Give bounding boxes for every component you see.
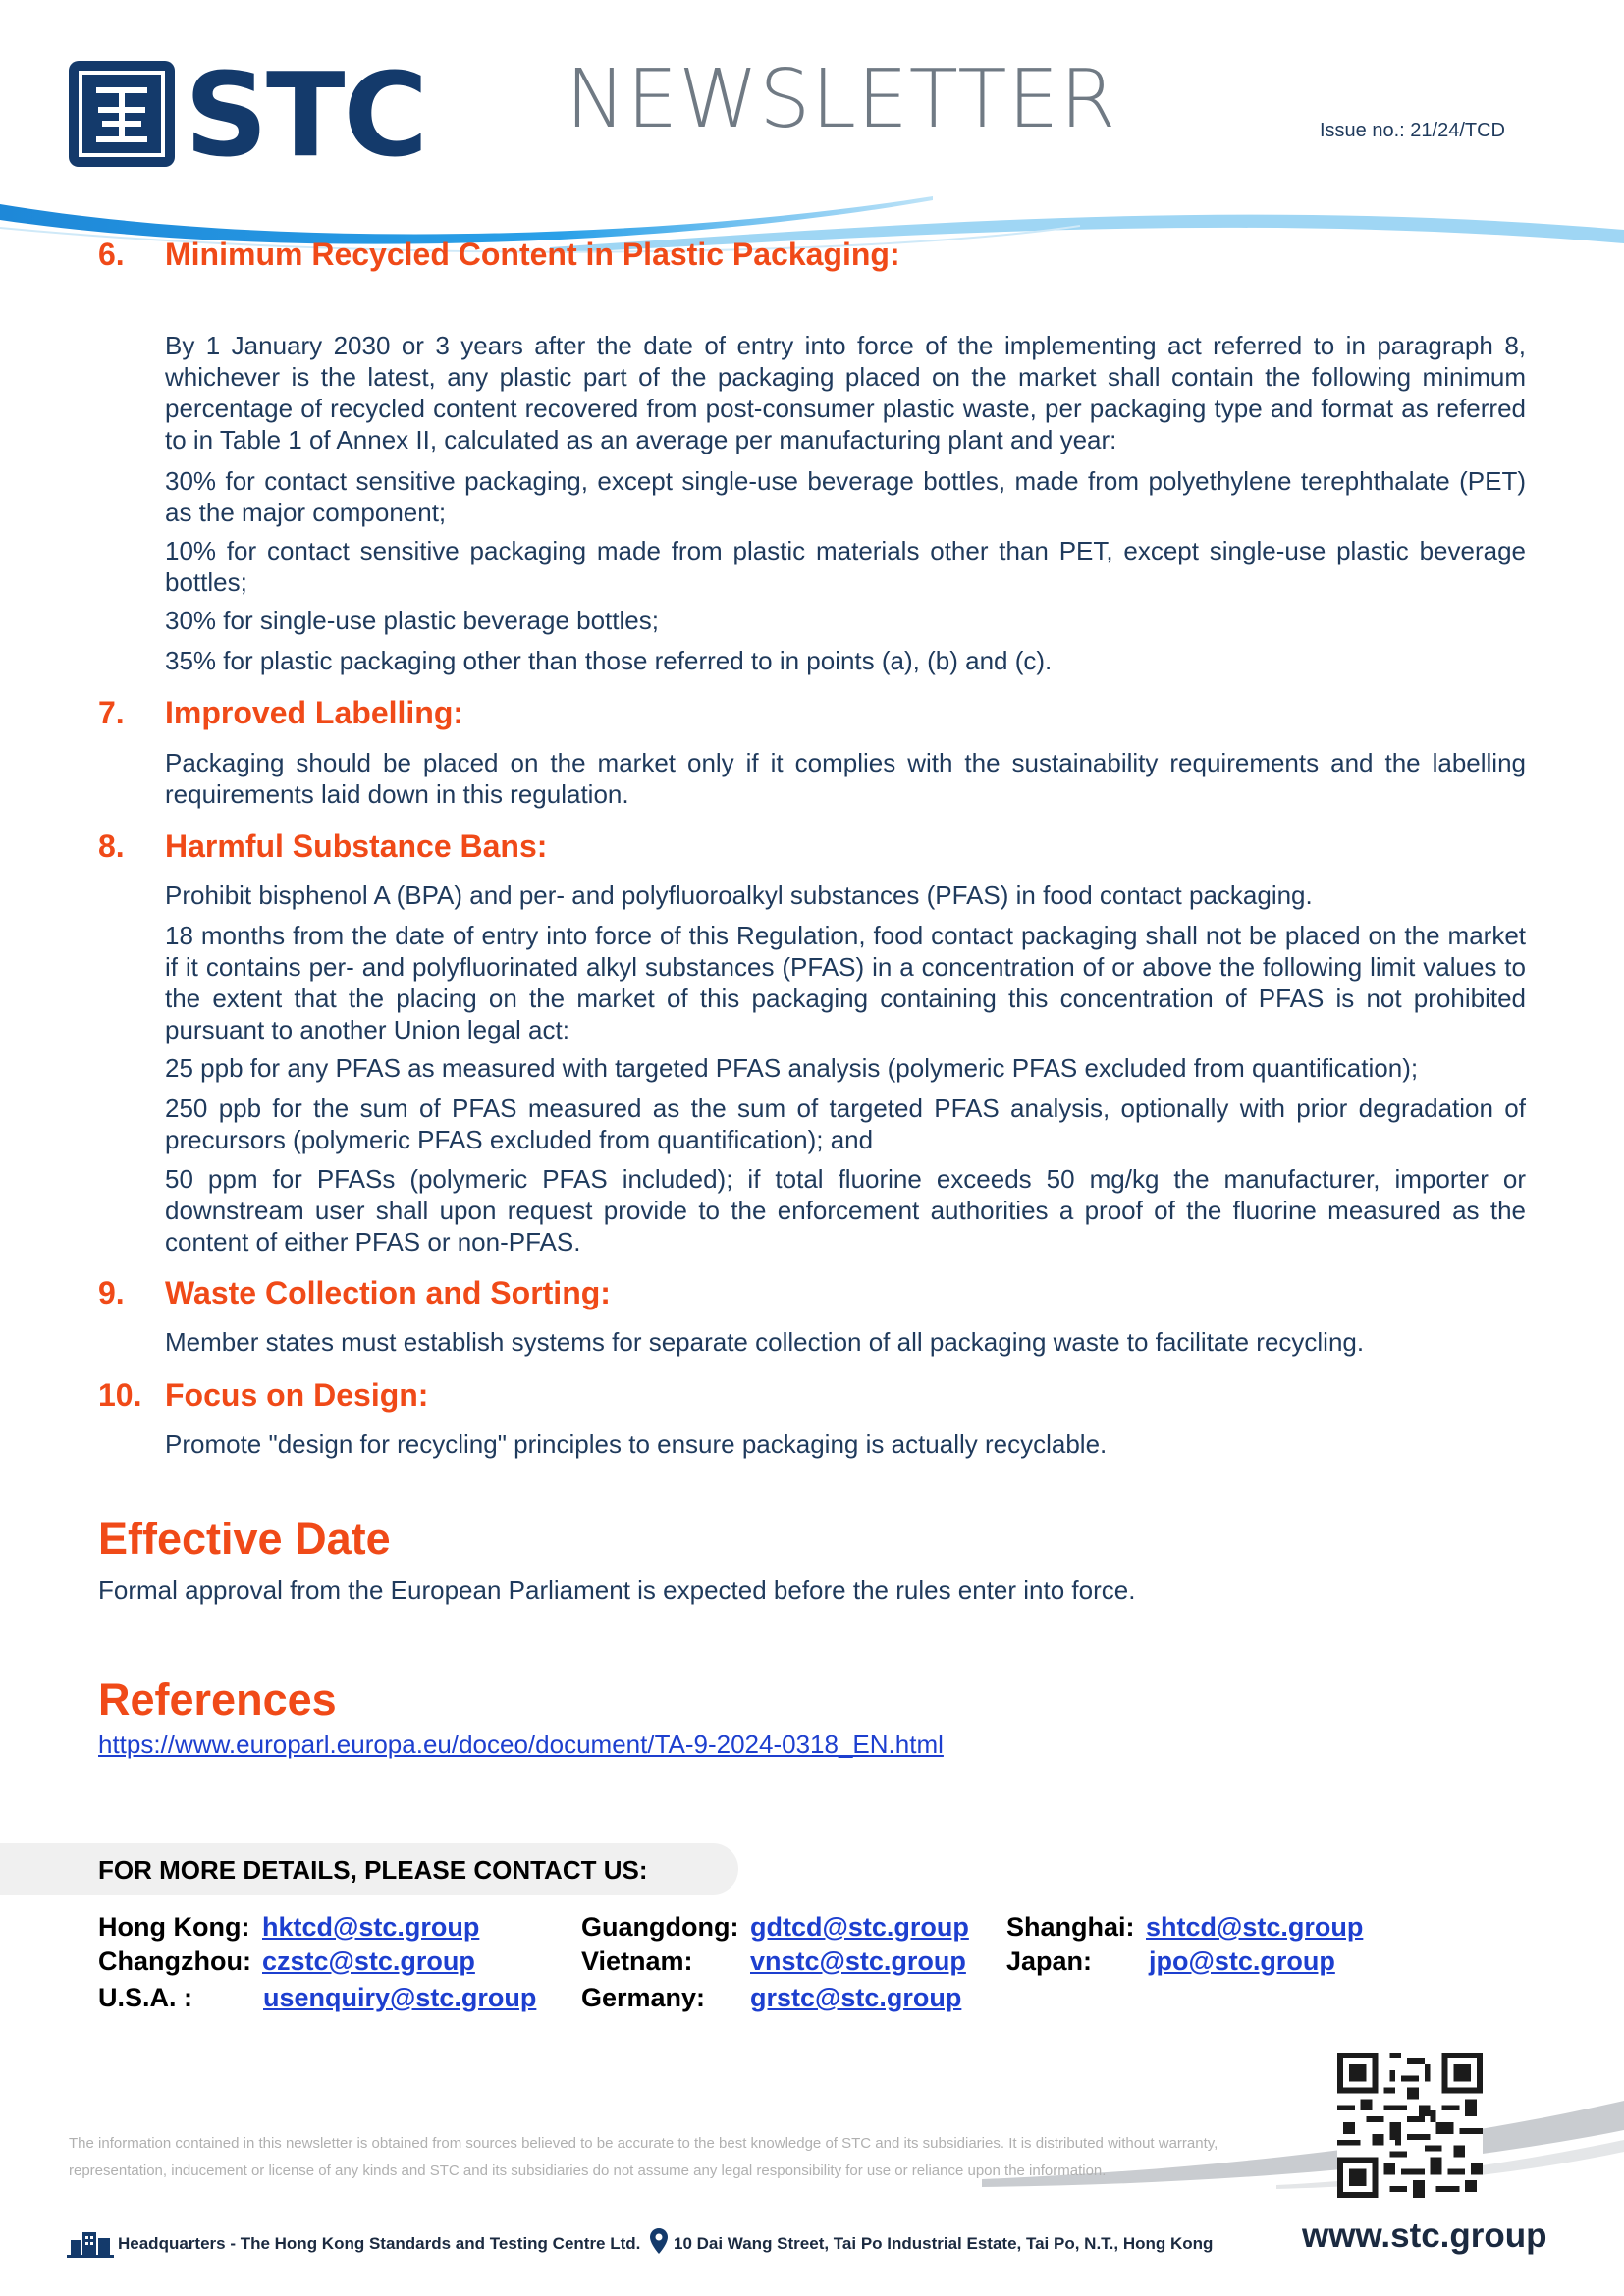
contact-label: Guangdong: [581,1912,739,1942]
headquarters-text: Headquarters - The Hong Kong Standards and Testing Centre Ltd. [118,2234,641,2253]
website-link[interactable]: www.stc.group [1302,2216,1547,2255]
contact-title: FOR MORE DETAILS, PLEASE CONTACT US: [98,1855,648,1885]
section-title: Waste Collection and Sorting: [165,1275,611,1310]
paragraph: 250 ppb for the sum of PFAS measured as the sum of targeted PFAS analysis, optionally with prior degradation of precursors (polymeric PFAS excluded from quantification); and [165,1094,1526,1154]
paragraph: Member states must establish systems for separate collection of all packaging waste to facilitate recycling. [165,1327,1365,1357]
contact-label: Germany: [581,1983,706,2012]
issue-number: Issue no.: 21/24/TCD [1320,120,1505,141]
building-icon [67,2228,114,2258]
paragraph: 35% for plastic packaging other than those referred to in points (a), (b) and (c). [165,646,1053,675]
stc-logo-icon [69,61,175,167]
contact-label: U.S.A. : [98,1983,193,2012]
contact-email[interactable]: usenquiry@stc.group [263,1983,537,2012]
qr-code-icon [1337,2052,1483,2199]
contact-email[interactable]: czstc@stc.group [262,1947,475,1976]
section-number: 9. [98,1275,125,1310]
section-heading [98,236,900,273]
brand-name: STC [185,47,427,183]
section-title: Focus on Design: [165,1377,429,1413]
paragraph: 25 ppb for any PFAS as measured with targeted PFAS analysis (polymeric PFAS excluded from quantification); [165,1053,1419,1083]
newsletter-title: NEWSLETTER [566,53,1117,146]
paragraph: 10% for contact sensitive packaging made from plastic materials other than PET, except single-use plastic beverage bottles; [165,536,1526,597]
section-number: 8. [98,828,125,864]
section-heading [98,828,547,865]
contact-email[interactable]: grstc@stc.group [750,1983,962,2012]
paragraph: 30% for contact sensitive packaging, except single-use beverage bottles, made from polyethylene terephthalate (PET) as the major component; [165,466,1526,527]
paragraph: 30% for single-use plastic beverage bottles; [165,606,659,635]
contact-label: Vietnam: [581,1947,693,1976]
section-title: Improved Labelling: [165,695,464,730]
section-heading [98,694,463,731]
contact-label: Japan: [1006,1947,1093,1976]
paragraph: Packaging should be placed on the market only if it complies with the sustainability requirements and the labelling requirements laid down in this regulation. [165,748,1526,809]
section-number: 7. [98,695,125,730]
paragraph: 18 months from the date of entry into force of this Regulation, food contact packaging shall not be placed on the market if it contains per- and polyfluorinated alkyl substances (PFAS) in a concentration of or above the following limit values to the extent that the placing on the market of this packaging containing this concentration of PFAS is not prohibited pursuant to another Union legal act: [165,921,1526,1044]
contact-email[interactable]: gdtcd@stc.group [750,1912,969,1942]
references-heading: References [98,1675,337,1725]
address-text: 10 Dai Wang Street, Tai Po Industrial Estate, Tai Po, N.T., Hong Kong [674,2234,1214,2253]
contact-label: Changzhou: [98,1947,251,1976]
effective-date-text: Formal approval from the European Parliament is expected before the rules enter into force. [98,1575,1136,1605]
section-number: 6. [98,237,125,272]
contact-label: Shanghai: [1006,1912,1135,1942]
paragraph: Prohibit bisphenol A (BPA) and per- and polyfluoroalkyl substances (PFAS) in food contact packaging. [165,881,1313,910]
section-heading [98,1376,428,1414]
paragraph: 50 ppm for PFASs (polymeric PFAS included); if total fluorine exceeds 50 mg/kg the manufacturer, importer or downstream user shall upon request provide to the enforcement authorities a proof of the fluorine measured as the content of either PFAS or non-PFAS. [165,1164,1526,1256]
paragraph: Promote "design for recycling" principles to ensure packaging is actually recyclable. [165,1429,1108,1459]
stc-logo [69,47,461,183]
contact-email[interactable]: hktcd@stc.group [262,1912,480,1942]
disclaimer: The information contained in this newsletter is obtained from sources believed to be accurate to the best knowledge of STC and its subsidiaries. It is distributed without warranty, representation, inducement or license of any kinds and STC and its subsidiaries do not assume any legal responsibility for use or reliance upon the information. [69,2135,1218,2179]
location-pin-icon [650,2228,668,2254]
reference-link[interactable]: https://www.europarl.europa.eu/doceo/document/TA-9-2024-0318_EN.html [98,1730,944,1759]
section-title: Harmful Substance Bans: [165,828,548,864]
section-heading [98,1274,611,1311]
contact-email[interactable]: vnstc@stc.group [750,1947,966,1976]
contact-email[interactable]: shtcd@stc.group [1146,1912,1364,1942]
paragraph: By 1 January 2030 or 3 years after the date of entry into force of the implementing act referred to in paragraph 8, whichever is the latest, any plastic part of the packaging placed on the market shall contain the following minimum percentage of recycled content recovered from post-consumer plastic waste, per packaging type and format as referred to in Table 1 of Annex II, calculated as an average per manufacturing plant and year: [165,331,1526,454]
section-number: 10. [98,1377,142,1413]
effective-date-heading: Effective Date [98,1514,391,1564]
section-title: Minimum Recycled Content in Plastic Packaging: [165,237,900,272]
contact-label: Hong Kong: [98,1912,250,1942]
contact-email[interactable]: jpo@stc.group [1149,1947,1335,1976]
